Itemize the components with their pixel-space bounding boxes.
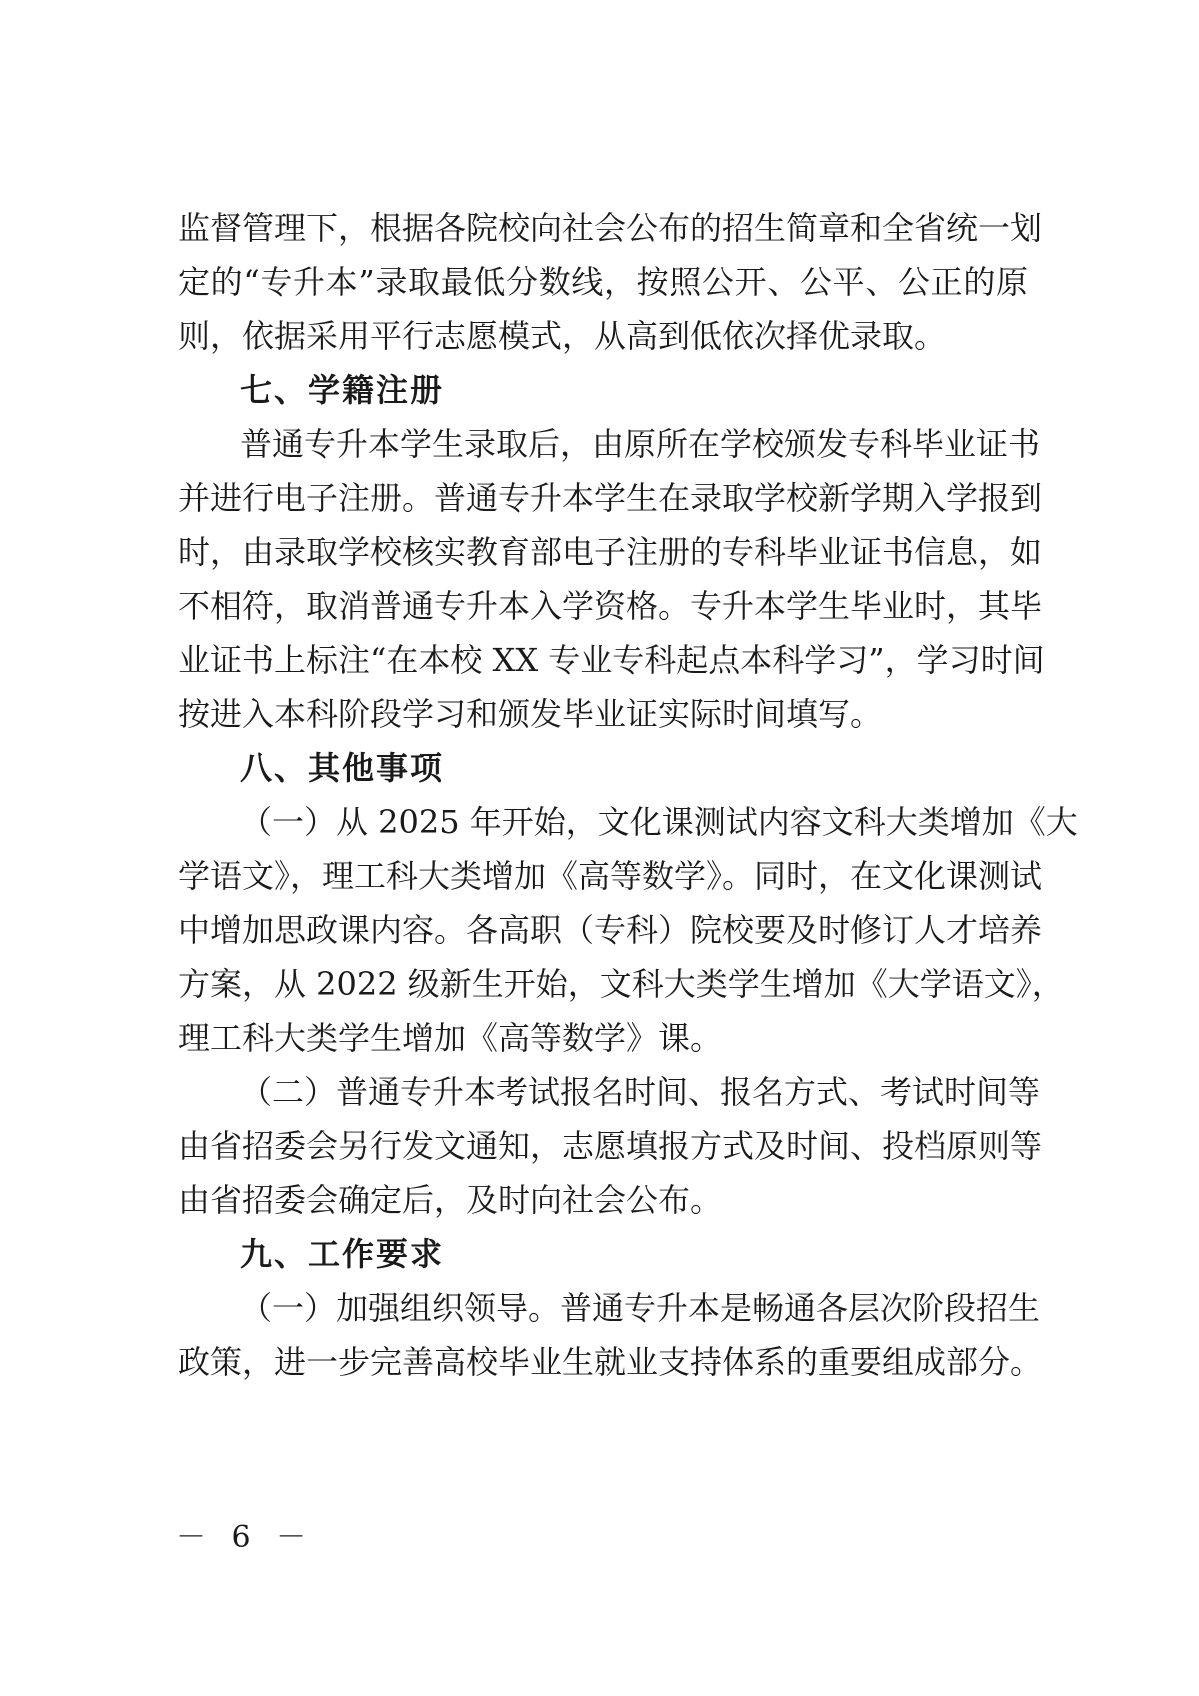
paragraph-line: 业证书上标注“在本校 XX 专业专科起点本科学习”，学习时间	[178, 641, 1045, 679]
section-heading-9: 九、工作要求	[240, 1235, 445, 1273]
paragraph-line: （一）从 2025 年开始，文化课测试内容文科大类增加《大	[240, 803, 1078, 841]
section-heading-8: 八、其他事项	[240, 749, 445, 787]
paragraph-line: （一）加强组织领导。普通专升本是畅通各层次阶段招生	[240, 1289, 1041, 1327]
paragraph-line: 监督管理下，根据各院校向社会公布的招生简章和全省统一划	[178, 209, 1043, 247]
paragraph-line: 由省招委会另行发文通知，志愿填报方式及时间、投档原则等	[178, 1127, 1043, 1165]
paragraph-line: 按进入本科阶段学习和颁发毕业证实际时间填写。	[178, 695, 883, 733]
page-number: － 6 －	[176, 1520, 315, 1555]
paragraph-line: 理工科大类学生增加《高等数学》课。	[178, 1019, 723, 1057]
paragraph-line: 学语文》，理工科大类增加《高等数学》。同时，在文化课测试	[178, 857, 1043, 895]
paragraph-line: 则，依据采用平行志愿模式，从高到低依次择优录取。	[178, 317, 947, 355]
paragraph-line: 政策，进一步完善高校毕业生就业支持体系的重要组成部分。	[178, 1343, 1043, 1381]
paragraph-line: 不相符，取消普通专升本入学资格。专升本学生毕业时，其毕	[178, 587, 1043, 625]
paragraph-line: 并进行电子注册。普通专升本学生在录取学校新学期入学报到	[178, 479, 1043, 517]
section-heading-7: 七、学籍注册	[240, 371, 445, 409]
paragraph-line: （二）普通专升本考试报名时间、报名方式、考试时间等	[240, 1073, 1041, 1111]
paragraph-line: 普通专升本学生录取后，由原所在学校颁发专科毕业证书	[240, 425, 1041, 463]
paragraph-line: 定的“专升本”录取最低分数线，按照公开、公平、公正的原	[178, 263, 1028, 301]
paragraph-line: 中增加思政课内容。各高职（专科）院校要及时修订人才培养	[178, 911, 1043, 949]
paragraph-line: 由省招委会确定后，及时向社会公布。	[178, 1181, 723, 1219]
paragraph-line: 方案，从 2022 级新生开始，文科大类学生增加《大学语文》，	[178, 965, 1064, 1003]
paragraph-line: 时，由录取学校核实教育部电子注册的专科毕业证书信息，如	[178, 533, 1043, 571]
